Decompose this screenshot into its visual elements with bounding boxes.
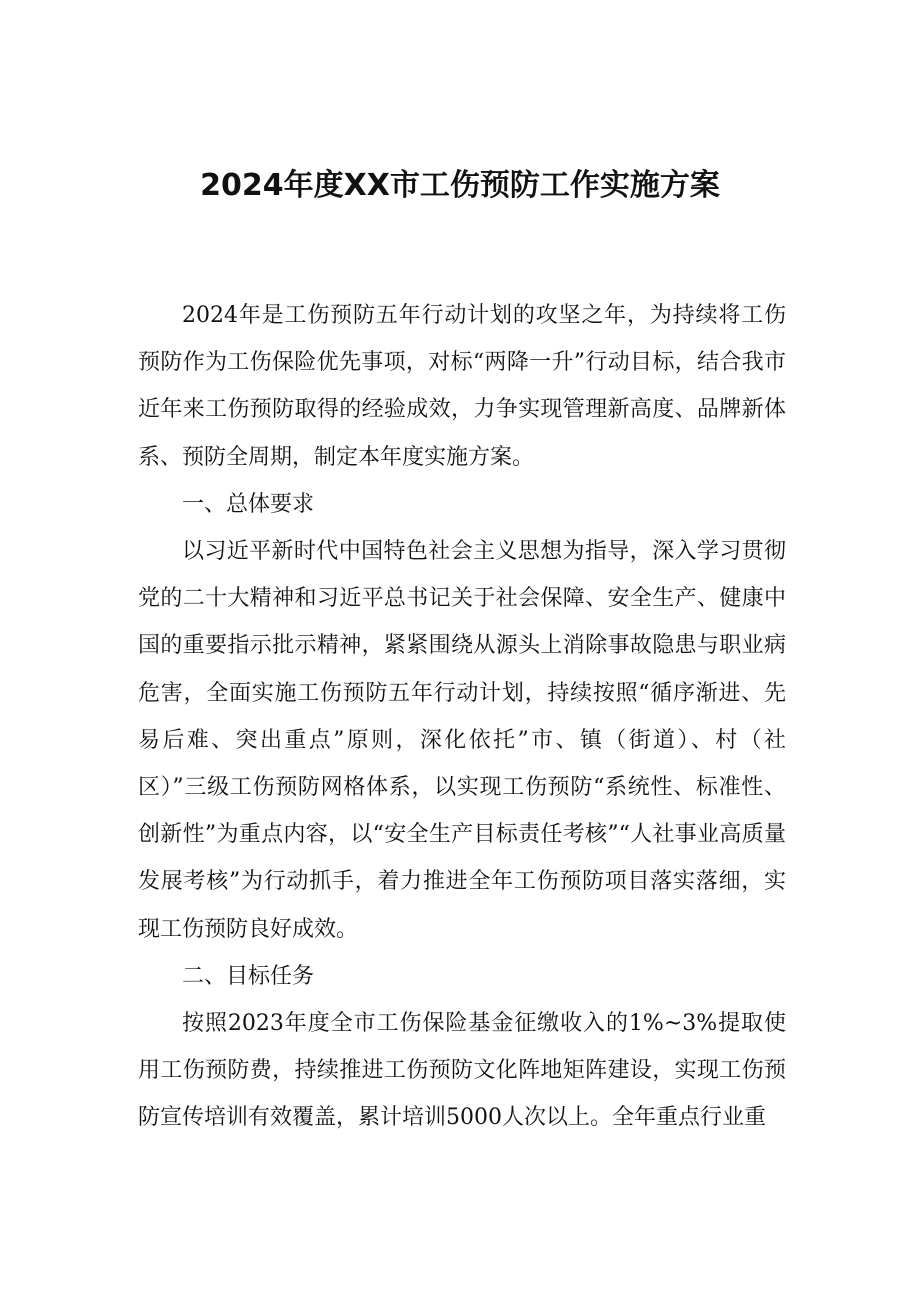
section-heading-general-requirements: 一、总体要求 — [182, 491, 315, 517]
intro-paragraph: 2024年是工伤预防五年行动计划的攻坚之年，为持续将工伤预防作为工伤保险优先事项，对标“两降一升”行动目标，结合我市近年来工伤预防取得的经验成效，力争实现管理新高度、品牌新体系、预防全周期，制定本年度实施方案。 — [138, 303, 786, 470]
general-requirements-paragraph: 以习近平新时代中国特色社会主义思想为指导，深入学习贯彻党的二十大精神和习近平总书记关于社会保障、安全生产、健康中国的重要指示批示精神，紧紧围绕从源头上消除事故隐患与职业病危害，全面实施工伤预防五年行动计划，持续按照“循序渐进、先易后难、突出重点”原则，深化依托”市、镇（街道）、村（社区）”三级工伤预防网格体系，以实现工伤预防“系统性、标准性、创新性”为重点内容，以“安全生产目标责任考核”“人社事业高质量发展考核”为行动抓手，着力推进全年工伤预防项目落实落细，实现工伤预防良好成效。 — [138, 539, 786, 942]
section-heading-target-tasks: 二、目标任务 — [182, 963, 315, 989]
target-tasks-paragraph: 按照2023年度全市工伤保险基金征缴收入的1%~3%提取使用工伤预防费，持续推进工伤预防文化阵地矩阵建设，实现工伤预防宣传培训有效覆盖，累计培训5000人次以上。全年重点行业重 — [138, 1011, 786, 1131]
document-body — [138, 292, 786, 1142]
document-title: 2024年度XX市工伤预防工作实施方案 — [200, 168, 720, 203]
